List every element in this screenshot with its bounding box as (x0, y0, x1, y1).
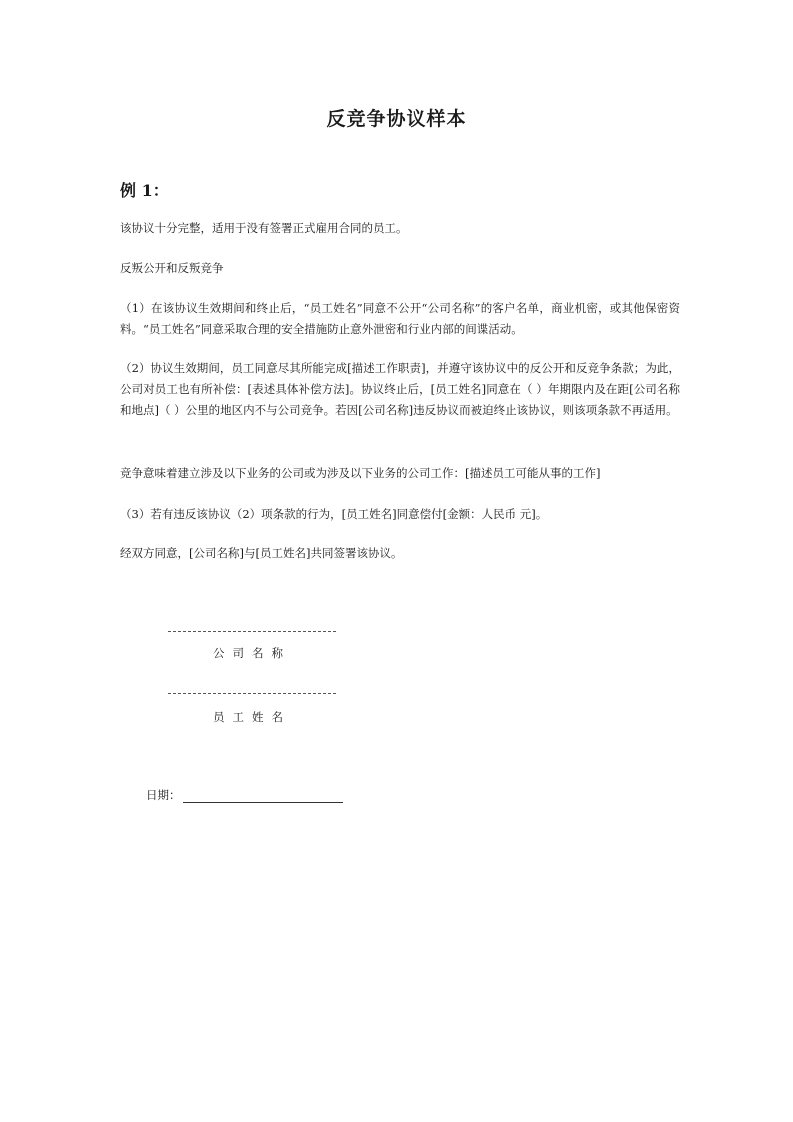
document-title: 反竞争协议样本 (326, 108, 467, 130)
paragraph-agreement: 经双方同意，[公司名称]与[员工姓名]共同签署该协议。 (120, 546, 403, 560)
employee-signature-line (168, 693, 336, 694)
date-label: 日期： (146, 788, 181, 802)
paragraph-section-heading: 反叛公开和反叛竞争 (120, 261, 224, 275)
date-row (146, 787, 343, 803)
company-signature-line (168, 631, 336, 632)
paragraph-clause-3: （3）若有违反该协议（2）项条款的行为，[员工姓名]同意偿付[金额：人民币 元]。 (120, 507, 548, 521)
paragraph-competition-definition: 竞争意味着建立涉及以下业务的公司或为涉及以下业务的公司工作：[描述员工可能从事的工作] (120, 466, 601, 480)
employee-signature-label: 员工姓名 (213, 710, 291, 724)
date-line (183, 790, 343, 803)
example-heading: 例 1： (120, 181, 169, 200)
paragraph-clause-2: （2）协议生效期间，员工同意尽其所能完成[描述工作职责]，并遵守该协议中的反公开和反竞争条款；为此，公司对员工也有所补偿：[表述具体补偿方法]。协议终止后，[员工姓名]同意在（ ）年期限内及在距[公司名称和地点]（ ）公里的地区内不与公司竞争。若因[公司名称]违反协议而被迫终止该协议，则该项条款不再适用。 (120, 361, 680, 417)
paragraph-intro: 该协议十分完整，适用于没有签署正式雇用合同的员工。 (120, 221, 408, 235)
company-signature-label: 公司名称 (213, 646, 291, 660)
paragraph-clause-1: （1）在该协议生效期间和终止后，“员工姓名”同意不公开“公司名称”的客户名单，商业机密，或其他保密资料。“员工姓名”同意采取合理的安全措施防止意外泄密和行业内部的间谍活动。 (120, 301, 680, 336)
